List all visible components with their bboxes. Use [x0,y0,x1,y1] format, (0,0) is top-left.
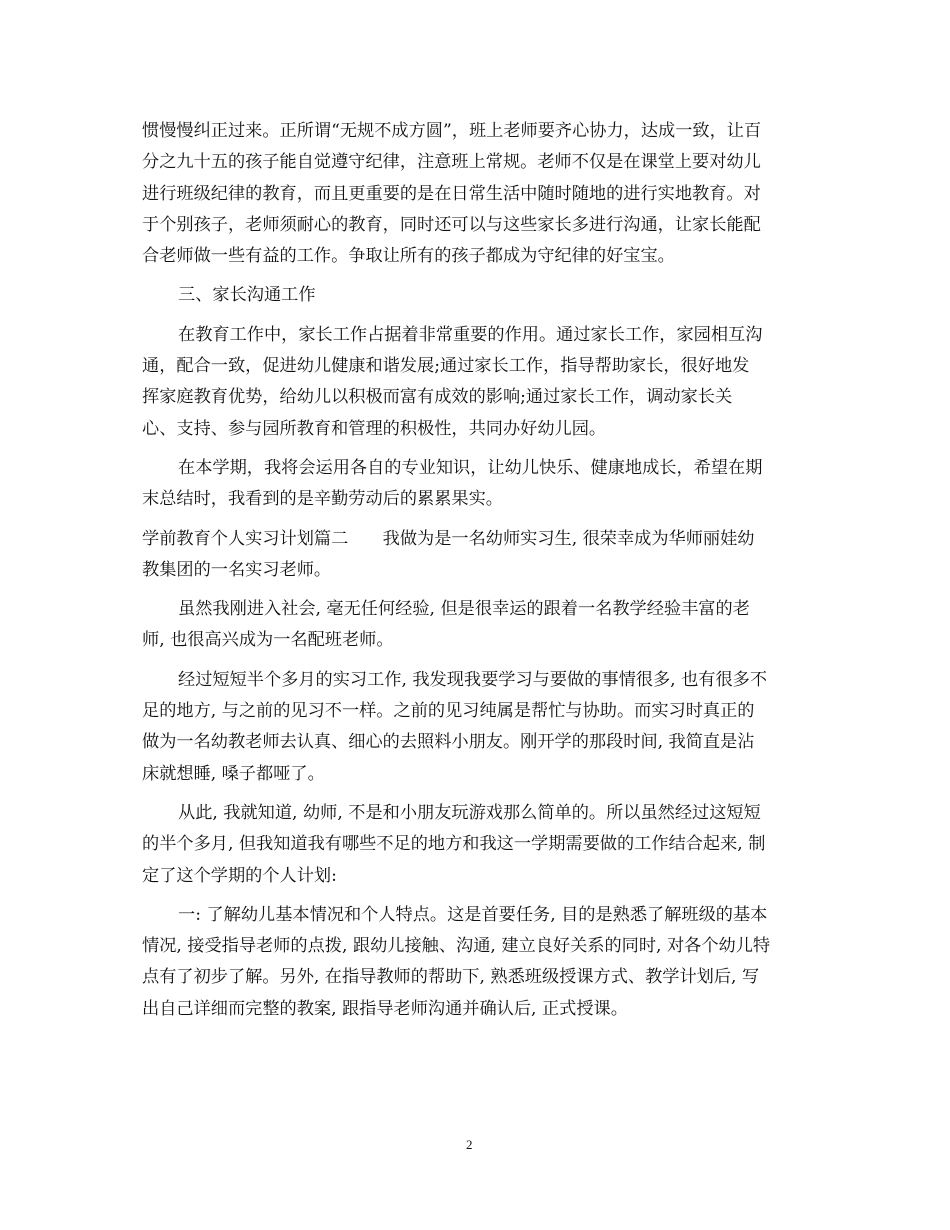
text-line: 于个别孩子，老师须耐心的教育，同时还可以与这些家长多进行沟通，让家长能配 [142,214,761,235]
text-line: 学前教育个人实习计划篇二 我做为是一名幼师实习生, 很荣幸成为华师丽娃幼 [142,528,755,549]
text-line: 一: 了解幼儿基本情况和个人特点。这是首要任务, 目的是熟悉了解班级的基本 [178,904,768,925]
text-line: 惯慢慢纠正过来。正所谓“无规不成方圆”，班上老师要齐心协力，达成一致，让百 [142,121,762,141]
paragraph [142,320,810,445]
text-line: 出自己详细而完整的教案, 跟指导老师沟通并确认后, 正式授课。 [142,998,628,1019]
page-number: 2 [466,1137,473,1152]
text-line: 虽然我刚进入社会, 毫无任何经验, 但是很幸运的跟着一名教学经验丰富的老 [178,599,750,620]
text-line: 经过短短半个多月的实习工作, 我发现我要学习与要做的事情很多, 也有很多不 [178,669,768,690]
text-line: 教集团的一名实习老师。 [142,559,332,580]
text-line: 三、家长沟通工作 [178,285,316,306]
text-line: 点有了初步了解。另外, 在指导教师的帮助下, 熟悉班级授课方式、教学计划后, 写 [142,967,760,988]
text-line: 在本学期，我将会运用各自的专业知识，让幼儿快乐、健康地成长，希望在期 [178,457,763,478]
text-line: 进行班级纪律的教育，而且更重要的是在日常生活中随时随地的进行实地教育。对 [142,183,761,204]
paragraph [142,665,810,790]
paragraph [142,524,810,587]
text-line: 分之九十五的孩子能自觉遵守纪律，注意班上常规。老师不仅是在课堂上要对幼儿 [142,152,761,173]
text-line: 床就想睡, 嗓子都哑了。 [142,763,325,784]
text-line: 情况, 接受指导老师的点拨, 跟幼儿接触、沟通, 建立良好关系的同时, 对各个幼儿特 [142,936,771,957]
paragraph [142,280,810,311]
text-line: 的半个多月, 但我知道我有哪些不足的地方和我这一学期需要做的工作结合起来, 制 [142,834,766,855]
text-line: 通，配合一致，促进幼儿健康和谐发展;通过家长工作，指导帮助家长，很好地发 [142,356,750,377]
text-line: 师, 也很高兴成为一名配班老师。 [142,630,394,651]
text-line: 合老师做一些有益的工作。争取让所有的孩子都成为守纪律的好宝宝。 [142,246,675,267]
document-body [142,116,810,1033]
text-line: 做为一名幼教老师去认真、细心的去照料小朋友。刚开学的那段时间, 我简直是沾 [142,732,755,753]
text-line: 足的地方, 与之前的见习不一样。之前的见习纯属是帮忙与协助。而实习时真正的 [142,701,755,722]
paragraph [142,594,810,657]
paragraph [142,116,810,272]
paragraph [142,900,810,1025]
text-line: 末总结时，我看到的是辛勤劳动后的累累果实。 [142,489,503,510]
text-line: 心、支持、参与园所教育和管理的积极性，共同办好幼儿园。 [142,418,607,439]
text-line: 在教育工作中，家长工作占据着非常重要的作用。通过家长工作，家园相互沟 [178,324,763,345]
paragraph [142,453,810,516]
text-line: 从此, 我就知道, 幼师, 不是和小朋友玩游戏那么简单的。所以虽然经过这短短 [178,802,761,823]
paragraph [142,798,810,892]
text-line: 定了这个学期的个人计划: [142,865,337,886]
text-line: 挥家庭教育优势，给幼儿以积极而富有成效的影响;通过家长工作，调动家长关 [142,387,733,408]
